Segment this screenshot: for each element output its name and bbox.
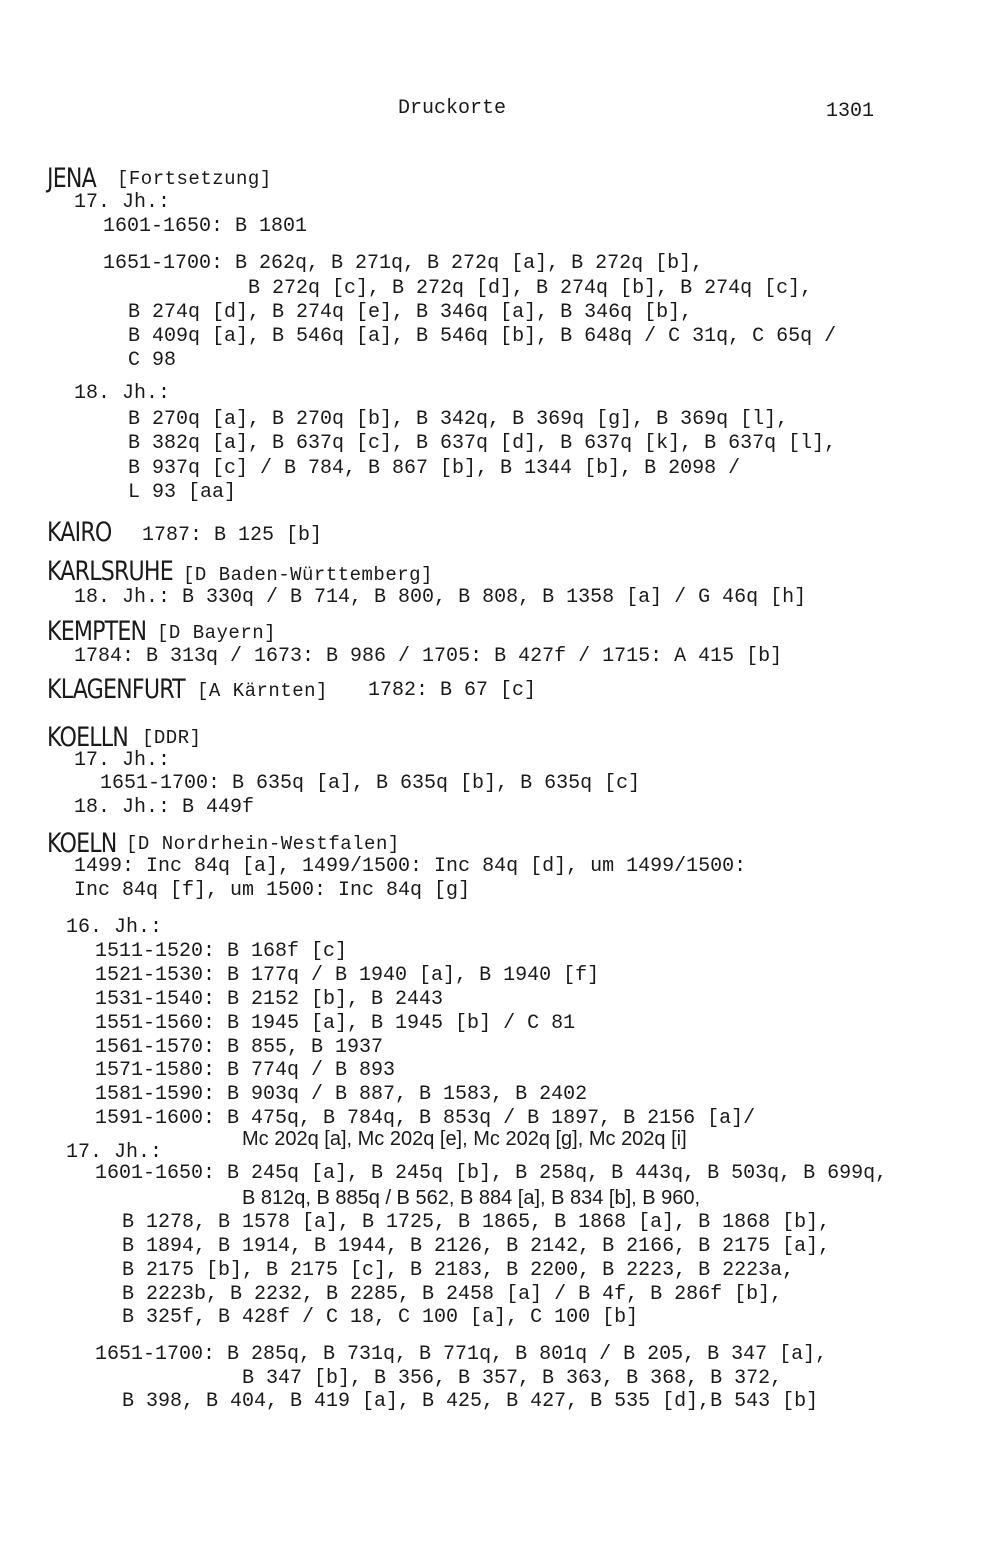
running-header-title: Druckorte [398,97,507,120]
reference-line: B 409q [a], B 546q [a], B 546q [b], B 648q / C 31q, C 65q / [128,325,837,348]
reference-line: B 347 [b], B 356, B 357, B 363, B 368, B 372, [242,1367,783,1390]
place-name: KOELN [47,828,117,859]
place-name: JENA [47,163,96,194]
reference-line: B 274q [d], B 274q [e], B 346q [a], B 346q [b], [128,301,693,324]
reference-line: 1782: B 67 [c] [368,679,537,702]
reference-line: B 937q [c] / B 784, B 867 [b], B 1344 [b], B 2098 / [128,457,741,480]
reference-line: 1787: B 125 [b] [142,524,323,547]
century-label: 16. Jh.: [66,916,163,939]
period-line: 1581-1590: B 903q / B 887, B 1583, B 2402 [95,1083,588,1106]
reference-line: L 93 [aa] [128,481,237,504]
reference-line: B 272q [c], B 272q [d], B 274q [b], B 274q [c], [248,277,813,300]
reference-line: Mc 202q [a], Mc 202q [e], Mc 202q [g], Mc 202q [i] [242,1128,687,1150]
place-region: [DDR] [142,727,202,749]
century-label: 17. Jh.: [74,749,171,772]
place-name: KEMPTEN [47,616,147,647]
page-number: 1301 [826,100,875,123]
period-line: 1551-1560: B 1945 [a], B 1945 [b] / C 81 [95,1012,576,1035]
century-label: 17. Jh.: [66,1141,163,1164]
period-line: 1571-1580: B 774q / B 893 [95,1059,396,1082]
place-name: KLAGENFURT [47,674,185,705]
place-name: KOELLN [47,722,129,753]
reference-line: B 1894, B 1914, B 1944, B 2126, B 2142, B 2166, B 2175 [a], [122,1235,831,1258]
place-region: [D Baden-Württemberg] [183,564,433,586]
reference-line: 18. Jh.: B 449f [74,796,255,819]
period-line: 1591-1600: B 475q, B 784q, B 853q / B 1897, B 2156 [a]/ [95,1107,756,1130]
reference-line: 1784: B 313q / 1673: B 986 / 1705: B 427f / 1715: A 415 [b] [74,645,783,668]
period-line: 1651-1700: B 262q, B 271q, B 272q [a], B 272q [b], [103,252,704,275]
reference-line: B 1278, B 1578 [a], B 1725, B 1865, B 1868 [a], B 1868 [b], [122,1211,831,1234]
period-line: 1531-1540: B 2152 [b], B 2443 [95,988,444,1011]
period-line: 1601-1650: B 1801 [103,215,308,238]
century-label: 17. Jh.: [74,191,171,214]
reference-line: 1499: Inc 84q [a], 1499/1500: Inc 84q [d], um 1499/1500: [74,855,747,878]
reference-line: B 2223b, B 2232, B 2285, B 2458 [a] / B 4f, B 286f [b], [122,1283,783,1306]
reference-line: B 2175 [b], B 2175 [c], B 2183, B 2200, B 2223, B 2223a, [122,1259,795,1282]
reference-line: B 382q [a], B 637q [c], B 637q [d], B 637q [k], B 637q [l], [128,432,837,455]
period-line: 1651-1700: B 635q [a], B 635q [b], B 635q [c] [100,772,641,795]
period-line: 1561-1570: B 855, B 1937 [95,1036,384,1059]
reference-line: B 270q [a], B 270q [b], B 342q, B 369q [g], B 369q [l], [128,408,789,431]
reference-line: B 325f, B 428f / C 18, C 100 [a], C 100 [b] [122,1306,639,1329]
reference-line: B 812q, B 885q / B 562, B 884 [a], B 834 [b], B 960, [242,1187,701,1209]
period-line: 1651-1700: B 285q, B 731q, B 771q, B 801q / B 205, B 347 [a], [95,1343,828,1366]
reference-line: 18. Jh.: B 330q / B 714, B 800, B 808, B 1358 [a] / G 46q [h] [74,586,807,609]
place-region: [A Kärnten] [197,680,328,702]
place-region: [Fortsetzung] [117,168,272,190]
reference-line: B 398, B 404, B 419 [a], B 425, B 427, B 535 [d],B 543 [b] [122,1390,819,1413]
place-region: [D Nordrhein-Westfalen] [126,833,400,855]
place-name: KARLSRUHE [47,556,173,587]
place-name: KAIRO [47,517,112,548]
period-line: 1511-1520: B 168f [c] [95,940,348,963]
reference-line: C 98 [128,349,177,372]
period-line: 1601-1650: B 245q [a], B 245q [b], B 258q, B 443q, B 503q, B 699q, [95,1162,888,1185]
century-label: 18. Jh.: [74,382,171,405]
place-region: [D Bayern] [157,622,277,644]
period-line: 1521-1530: B 177q / B 1940 [a], B 1940 [f] [95,964,600,987]
reference-line: Inc 84q [f], um 1500: Inc 84q [g] [74,879,471,902]
